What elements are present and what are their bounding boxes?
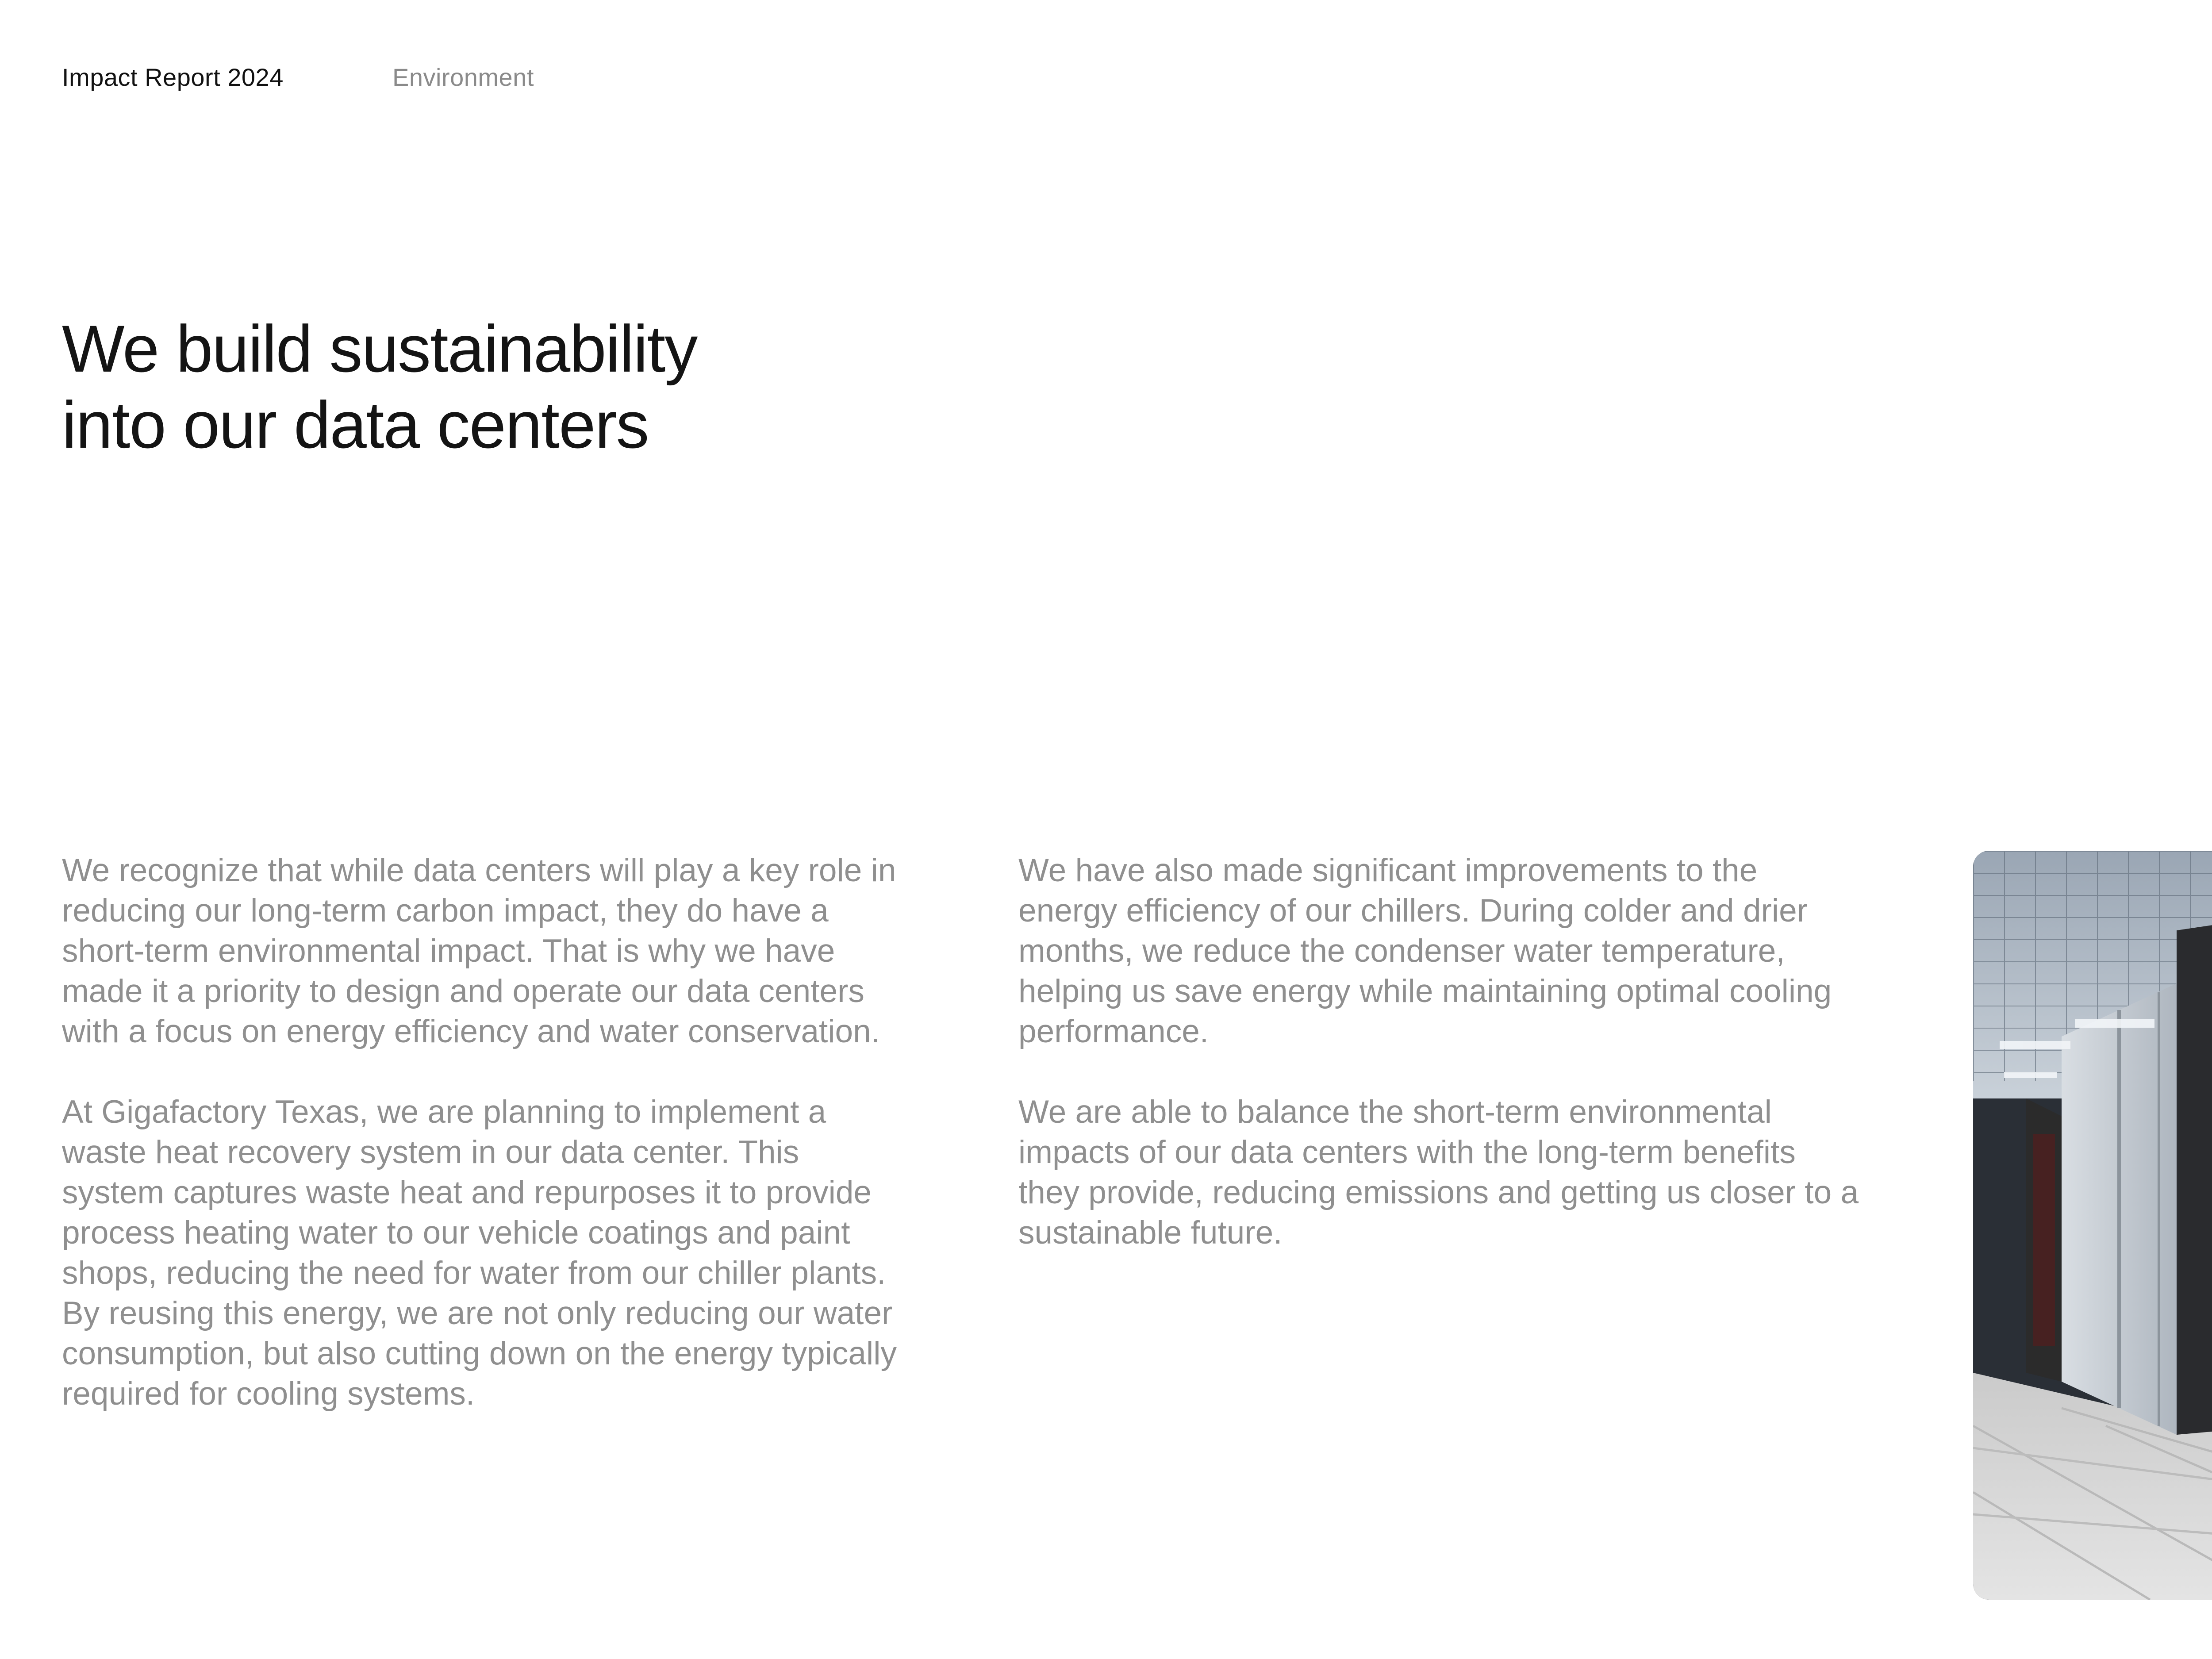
paragraph: We recognize that while data centers will play a key role in reducing our long-term carbon impact, they do have a short-term environmental impact. That is why we have made it a priority to design and operate our data centers with a focus on energy efficiency and water conservation. xyxy=(62,853,896,1049)
paragraph: We have also made significant improvements to the energy efficiency of our chillers. During colder and drier months, we reduce the condenser water temperature, helping us save energy while maintaining optimal cooling performance. xyxy=(1018,853,1832,1049)
data-center-illustration xyxy=(1973,851,2212,1600)
report-title: Impact Report 2024 xyxy=(62,63,284,91)
text-column-middle xyxy=(1018,850,1859,1293)
page-title-line-1: We build sustainability xyxy=(62,311,697,386)
text-column-left xyxy=(62,850,902,1454)
page-title xyxy=(62,311,1035,463)
section-label: Environment xyxy=(392,63,534,91)
paragraph: We are able to balance the short-term environmental impacts of our data centers with the long-term benefits they provide, reducing emissions and getting us closer to a sustainable future. xyxy=(1018,1094,1859,1251)
paragraph: At Gigafactory Texas, we are planning to implement a waste heat recovery system in our data center. This system captures waste heat and repurposes it to provide process heating water to our vehicle coatings and paint shops, reducing the need for water from our chiller plants. By reusing this energy, we are not only reducing our water consumption, but also cutting down on the energy typically required for cooling systems. xyxy=(62,1094,897,1412)
data-center-photo xyxy=(1973,851,2212,1600)
page-title-line-2: into our data centers xyxy=(62,388,649,462)
